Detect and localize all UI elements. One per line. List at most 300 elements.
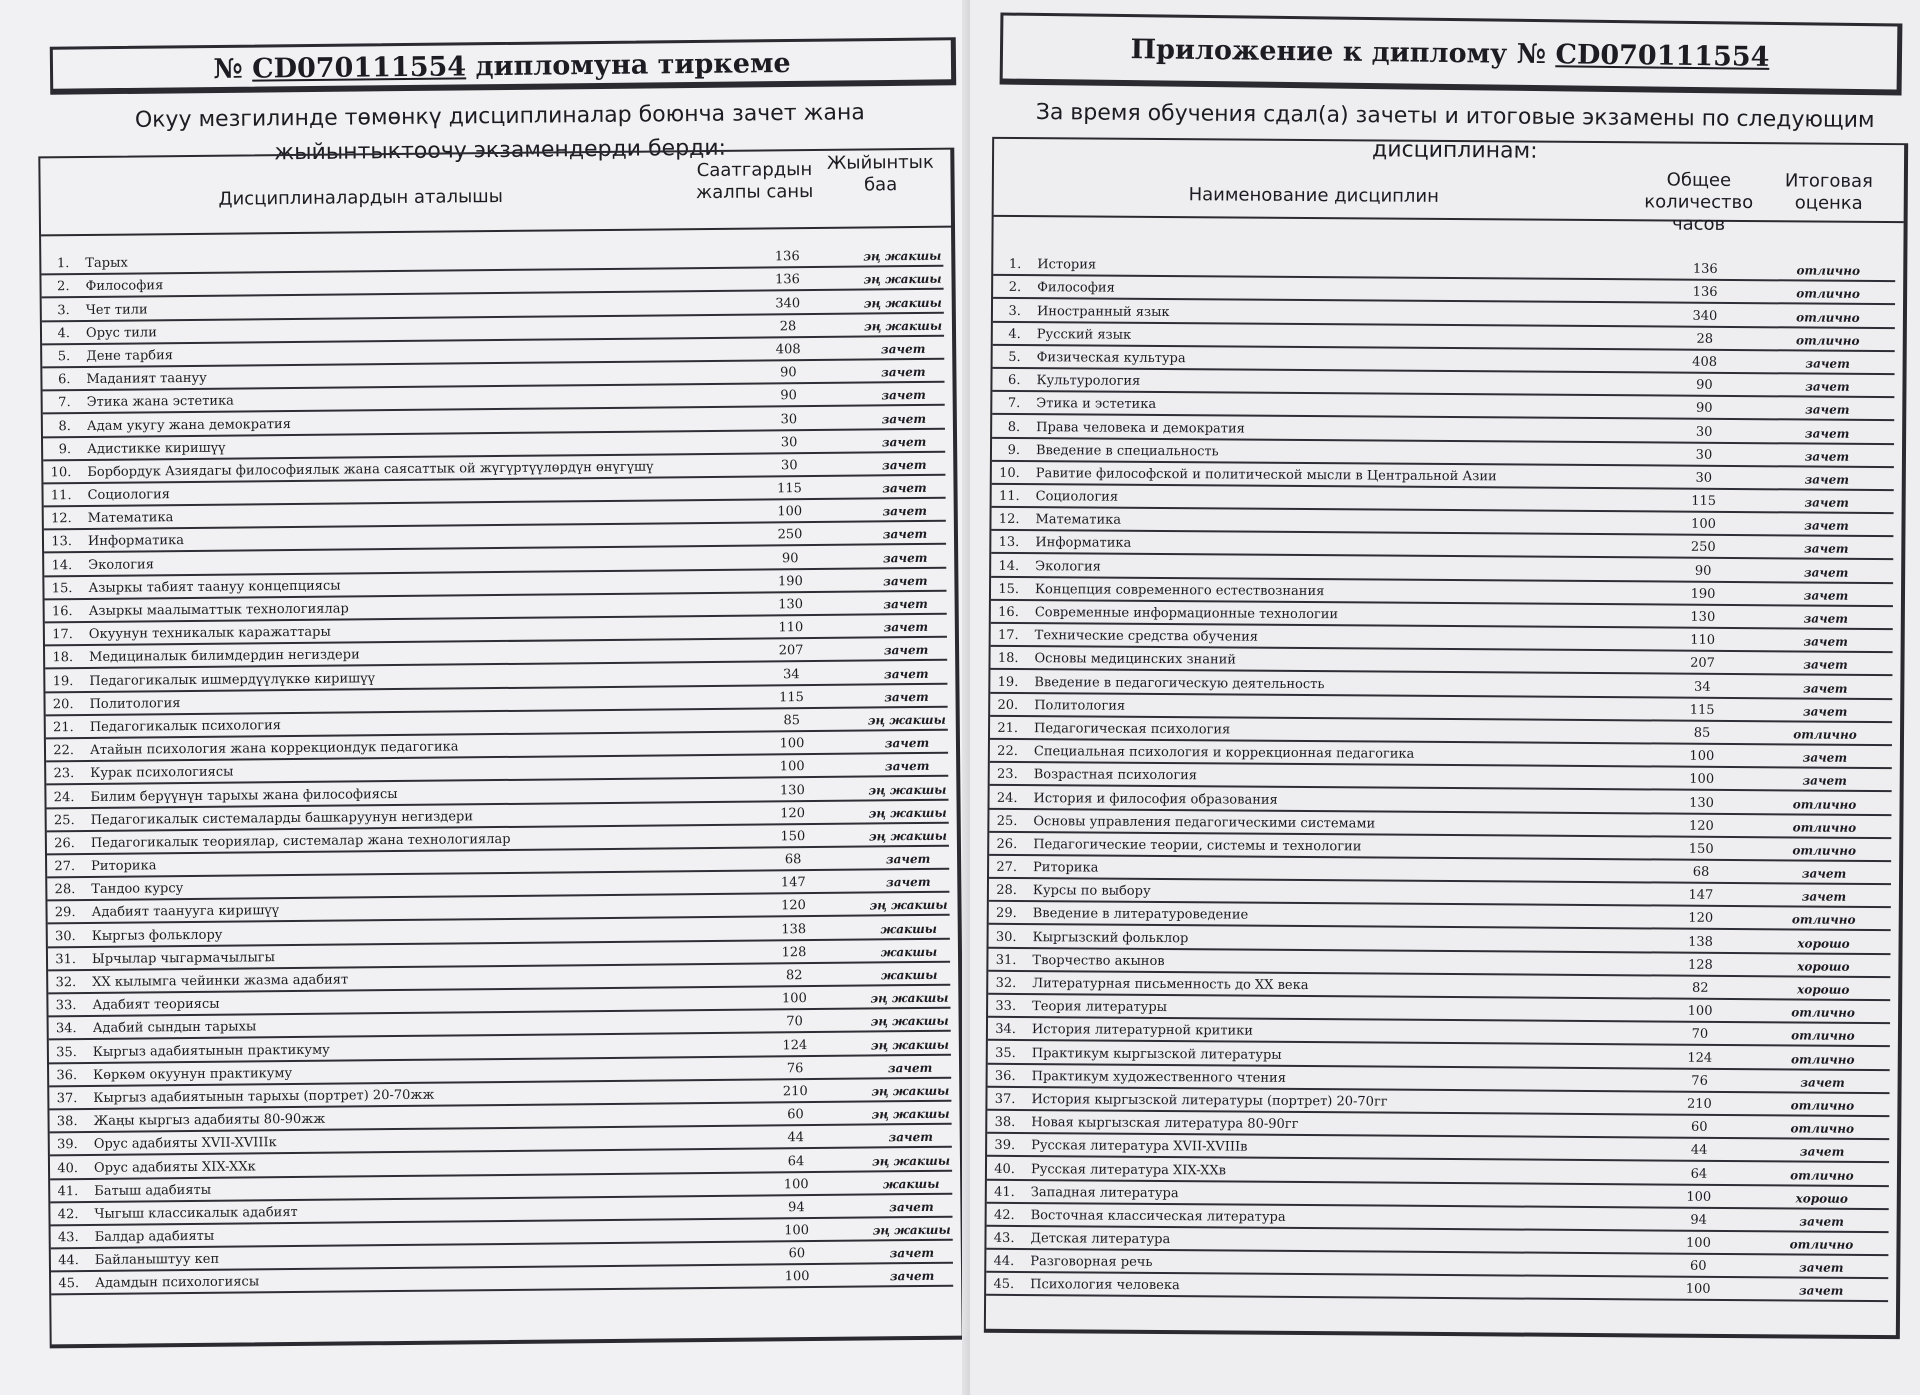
final-grade: отлично [1789, 1237, 1854, 1252]
row-number: 36. [994, 1068, 1016, 1084]
discipline-name: Культурология [1036, 373, 1141, 389]
hours-total: 340 [1692, 308, 1718, 324]
row-number: 14. [998, 558, 1020, 574]
discipline-name: Педагогическая психология [1034, 721, 1231, 738]
row-number: 25. [53, 812, 75, 828]
hours-total: 30 [1695, 470, 1713, 486]
row-number: 11. [50, 488, 72, 504]
discipline-name: Кыргыз фольклору [91, 927, 223, 944]
discipline-name: Иностранный язык [1036, 303, 1170, 320]
row-number: 43. [993, 1230, 1015, 1247]
row-number: 4. [1008, 326, 1021, 342]
final-grade: отлично [1791, 1028, 1855, 1044]
hours-total: 90 [780, 388, 797, 404]
hours-total: 30 [780, 411, 798, 427]
hours-total: 120 [780, 805, 806, 822]
row-number: 16. [998, 604, 1019, 621]
final-grade: зачет [1801, 889, 1847, 905]
right-col-hours-header: Общее количество часов [1644, 169, 1754, 235]
final-grade: эң жакшы [870, 1014, 949, 1029]
hours-total: 70 [786, 1014, 803, 1030]
hours-total: 100 [784, 1269, 810, 1285]
final-grade: зачет [1802, 773, 1847, 789]
hours-total: 94 [1690, 1212, 1707, 1228]
hours-total: 147 [1688, 887, 1714, 904]
hours-total: 100 [781, 991, 807, 1007]
final-grade: зачет [1804, 472, 1850, 487]
row-number: 45. [58, 1276, 80, 1292]
final-grade: отлично [1791, 1005, 1855, 1021]
row-number: 3. [57, 302, 70, 318]
hours-total: 100 [777, 504, 803, 520]
row-number: 13. [51, 534, 73, 550]
row-number: 9. [1007, 442, 1021, 458]
hours-total: 115 [779, 689, 805, 706]
table-row [986, 1273, 1888, 1302]
discipline-name: Риторика [1033, 860, 1099, 876]
row-number: 19. [997, 674, 1019, 690]
discipline-name: Медициналык билимдердин негиздери [89, 647, 360, 666]
hours-total: 250 [1690, 540, 1716, 556]
final-grade: хорошо [1797, 982, 1850, 997]
row-number: 7. [58, 395, 71, 411]
hours-total: 100 [1691, 516, 1716, 533]
left-diploma-number: CD070111554 [251, 51, 467, 85]
discipline-name: Окуунун техникалык каражаттары [88, 624, 331, 643]
discipline-name: Литературная письменность до XX века [1032, 976, 1309, 994]
final-grade: отлично [1792, 820, 1857, 835]
final-grade: жакшы [880, 944, 938, 960]
row-number: 18. [997, 651, 1019, 667]
row-number: 31. [995, 952, 1017, 968]
hours-total: 68 [1692, 864, 1710, 880]
discipline-name: Введение в литературоведение [1032, 906, 1249, 924]
hours-total: 100 [1686, 1235, 1711, 1251]
left-table [38, 148, 965, 1349]
hours-total: 30 [1695, 447, 1713, 463]
final-grade: зачет [889, 1199, 934, 1215]
row-number: 15. [998, 581, 1020, 597]
row-number: 5. [1008, 349, 1021, 365]
final-grade: зачет [1803, 634, 1848, 649]
final-grade: зачет [884, 666, 929, 681]
discipline-name: Педагогикалык теориялар, системалар жана технологиялар [90, 831, 511, 851]
row-number: 16. [51, 604, 73, 620]
discipline-name: Философия [1037, 280, 1115, 297]
row-number: 39. [994, 1138, 1016, 1154]
row-number: 41. [994, 1184, 1015, 1200]
hours-total: 28 [1696, 331, 1714, 347]
final-grade: зачет [883, 573, 928, 589]
final-grade: отлично [1790, 1121, 1855, 1136]
hours-total: 90 [1695, 401, 1713, 417]
row-number: 10. [50, 464, 72, 481]
hours-total: 64 [1690, 1166, 1708, 1182]
row-number: 24. [996, 790, 1018, 806]
row-number: 35. [995, 1045, 1016, 1061]
discipline-name: Чыгыш классикалык адабият [94, 1204, 298, 1222]
discipline-name: Творчество акынов [1032, 952, 1165, 969]
row-number: 33. [995, 999, 1017, 1015]
final-grade: отлично [1791, 912, 1856, 928]
discipline-name: Педагогические теории, системы и технологии [1033, 836, 1362, 855]
hours-total: 124 [1687, 1050, 1713, 1066]
row-number: 44. [993, 1254, 1015, 1270]
row-number: 42. [993, 1207, 1015, 1223]
discipline-name: Орус тили [85, 325, 157, 341]
final-grade: зачет [1802, 750, 1848, 765]
final-grade: зачет [1805, 379, 1850, 394]
row-number: 36. [56, 1067, 78, 1084]
discipline-name: Математика [87, 510, 174, 527]
hours-total: 115 [777, 481, 803, 497]
final-grade: хорошо [1797, 959, 1850, 974]
final-grade: эң жакшы [869, 898, 948, 913]
final-grade: зачет [884, 689, 929, 705]
row-number: 38. [56, 1114, 78, 1130]
hours-total: 190 [1690, 586, 1716, 602]
final-grade: зачет [1804, 518, 1849, 534]
row-number: 20. [52, 696, 74, 713]
row-number: 23. [996, 767, 1018, 783]
row-number: 40. [994, 1161, 1016, 1177]
hours-total: 115 [1689, 702, 1715, 718]
row-number: 42. [57, 1206, 79, 1223]
row-number: 45. [993, 1277, 1015, 1293]
row-number: 13. [998, 535, 1020, 551]
hours-total: 60 [1689, 1258, 1707, 1275]
hours-total: 130 [1689, 795, 1715, 811]
final-grade: зачет [1804, 449, 1850, 464]
discipline-name: Политология [1034, 697, 1126, 714]
row-number: 6. [1008, 373, 1021, 389]
final-grade: эң жакшы [863, 295, 942, 311]
discipline-name: Азыркы маалыматтык технологиялар [88, 601, 349, 619]
row-number: 21. [53, 720, 74, 736]
discipline-name: Риторика [91, 858, 157, 875]
row-number: 26. [996, 836, 1018, 852]
discipline-name: Жаңы кыргыз адабияты 80-90жж [93, 1111, 326, 1130]
row-number: 18. [52, 650, 74, 666]
final-grade: эң жакшы [871, 1106, 950, 1122]
row-number: 12. [51, 511, 72, 527]
right-col-name-header: Наименование дисциплин [1188, 184, 1440, 207]
final-grade: эң жакшы [868, 805, 947, 821]
discipline-name: Введение в педагогическую деятельность [1034, 674, 1325, 692]
hours-total: 147 [780, 875, 806, 891]
hours-total: 100 [1689, 748, 1715, 764]
hours-total: 250 [777, 527, 803, 543]
discipline-name: Адамдын психологиясы [95, 1274, 260, 1292]
final-grade: зачет [1805, 356, 1850, 371]
left-title-suffix: дипломуна тиркеме [475, 47, 791, 83]
final-grade: отлично [1792, 796, 1857, 812]
final-grade: зачет [883, 596, 928, 612]
final-grade: зачет [882, 504, 927, 519]
row-number: 17. [997, 628, 1019, 644]
discipline-name: Теория литературы [1032, 999, 1168, 1016]
final-grade: эң жакшы [872, 1222, 951, 1238]
right-title [1000, 12, 1903, 95]
row-number: 6. [57, 372, 71, 388]
discipline-name: Кыргызский фольклор [1032, 929, 1189, 946]
row-number: 2. [1008, 280, 1022, 296]
final-grade: зачет [1803, 588, 1849, 603]
row-number: 34. [995, 1022, 1017, 1038]
right-intro: За время обучения сдал(а) зачеты и итоговые экзамены по следующим дисциплинам: [1035, 99, 1875, 164]
discipline-name: Маданият таануу [86, 370, 207, 388]
final-grade: зачет [1803, 657, 1848, 673]
hours-total: 136 [775, 272, 800, 288]
hours-total: 30 [780, 434, 798, 450]
discipline-name: Адабият теориясы [92, 996, 220, 1014]
discipline-name: Введение в специальность [1035, 442, 1219, 460]
row-number: 19. [52, 673, 74, 689]
hours-total: 100 [1689, 772, 1715, 788]
discipline-name: Азыркы табият таануу концепциясы [88, 578, 341, 596]
final-grade: зачет [882, 457, 927, 473]
hours-total: 100 [779, 736, 805, 752]
discipline-name: Адам укугу жана демократия [86, 416, 291, 434]
row-number: 39. [57, 1137, 78, 1153]
row-number: 28. [54, 882, 76, 898]
row-number: 22. [53, 743, 75, 759]
right-table-body [986, 217, 1904, 1303]
discipline-name: Ырчылар чыгармачылыгы [91, 950, 275, 967]
row-number: 2. [57, 279, 70, 295]
final-grade: зачет [889, 1269, 935, 1284]
hours-total: 130 [778, 597, 804, 613]
final-grade: хорошо [1795, 1191, 1848, 1206]
discipline-name: Специальная психология и коррекционная педагогика [1033, 744, 1415, 762]
discipline-name: Русский язык [1036, 326, 1132, 343]
row-number: 24. [53, 789, 75, 805]
hours-total: 90 [1694, 563, 1712, 579]
row-number: 3. [1008, 303, 1022, 319]
discipline-name: Математика [1035, 512, 1122, 528]
final-grade: зачет [1804, 541, 1849, 557]
hours-total: 124 [782, 1037, 808, 1053]
hours-total: 100 [1686, 1189, 1712, 1205]
hours-total: 130 [1690, 609, 1716, 625]
row-number: 9. [58, 441, 72, 457]
row-number: 37. [56, 1091, 78, 1107]
row-number: 22. [997, 743, 1018, 760]
row-number: 27. [54, 859, 76, 875]
discipline-name: Батыш адабияты [94, 1182, 212, 1199]
discipline-name: Атайын психология жана коррекциондук педагогика [89, 739, 459, 759]
row-number: 37. [994, 1091, 1016, 1107]
final-grade: эң жакшы [868, 782, 947, 797]
hours-total: 136 [1692, 261, 1718, 278]
final-grade: зачет [881, 388, 926, 403]
hours-total: 68 [784, 852, 802, 868]
left-intro: Окуу мезгилинде төмөнкү дисциплиналар боюнча зачет жана жыйынтыктоочу экзамендерди берди: [134, 100, 865, 166]
left-table-body [41, 228, 961, 1296]
final-grade: зачет [1800, 1075, 1845, 1090]
hours-total: 100 [783, 1176, 809, 1193]
final-grade: отлично [1790, 1098, 1855, 1113]
hours-total: 44 [787, 1130, 805, 1146]
hours-total: 110 [1690, 632, 1716, 649]
row-number: 17. [52, 627, 73, 643]
discipline-name: Билим берүүнүн тарыхы жана философиясы [90, 786, 398, 805]
final-grade: зачет [1803, 565, 1849, 580]
discipline-name: История и философия образования [1033, 790, 1278, 808]
discipline-name: Технические средства обучения [1034, 628, 1259, 645]
row-number: 30. [55, 928, 76, 944]
row-number: 29. [996, 906, 1017, 922]
hours-total: 207 [1690, 656, 1715, 672]
final-grade: зачет [881, 434, 927, 450]
row-number: 23. [53, 766, 75, 782]
hours-total: 128 [781, 944, 807, 961]
hours-total: 82 [785, 968, 803, 984]
discipline-name: Адабият таанууга киришүү [91, 903, 280, 921]
final-grade: зачет [886, 875, 931, 890]
discipline-name: Социология [87, 487, 171, 504]
left-table-header [40, 150, 951, 237]
discipline-name: Основы управления педагогическими системами [1033, 813, 1376, 832]
row-number: 29. [54, 905, 76, 921]
final-grade: эң жакшы [868, 828, 947, 844]
final-grade: зачет [880, 341, 926, 357]
left-col-hours-header: Саатгардын жалпы саны [695, 158, 814, 204]
left-title-prefix: № [213, 53, 243, 86]
final-grade: отлично [1796, 309, 1860, 325]
discipline-name: Кыргыз адабиятынын практикуму [92, 1042, 330, 1060]
discipline-name: Дене тарбия [86, 348, 174, 364]
discipline-name: Кыргыз адабиятынын тарыхы (портрет) 20-70жж [93, 1087, 435, 1106]
discipline-name: Практикум кыргызской литературы [1031, 1045, 1282, 1063]
hours-total: 76 [1691, 1073, 1708, 1089]
discipline-name: Права человека и демократия [1036, 419, 1245, 437]
row-number: 38. [994, 1114, 1016, 1131]
final-grade: зачет [885, 851, 931, 867]
hours-total: 130 [779, 782, 805, 798]
discipline-name: Экология [1035, 558, 1101, 575]
final-grade: зачет [1801, 866, 1847, 881]
final-grade: отлично [1796, 263, 1861, 279]
row-number: 27. [996, 859, 1018, 876]
final-grade: зачет [1799, 1144, 1845, 1160]
hours-total: 120 [1688, 911, 1714, 927]
row-number: 14. [51, 557, 73, 573]
discipline-name: Новая кыргызская литература 80-90гг [1031, 1115, 1299, 1133]
row-number: 33. [55, 998, 77, 1014]
hours-total: 90 [780, 365, 797, 381]
discipline-name: Этика жана эстетика [86, 393, 234, 411]
hours-total: 210 [1686, 1096, 1712, 1112]
row-number: 28. [996, 883, 1017, 899]
final-grade: зачет [887, 1060, 933, 1076]
discipline-name: Социология [1035, 489, 1119, 505]
right-diploma-number: CD070111554 [1555, 39, 1770, 73]
hours-total: 28 [779, 318, 797, 335]
row-number: 25. [996, 813, 1018, 829]
right-table-header [994, 139, 1905, 235]
final-grade: жакшы [882, 1176, 940, 1192]
hours-total: 110 [778, 620, 804, 636]
final-grade: зачет [882, 480, 927, 496]
final-grade: эң жакшы [863, 318, 943, 334]
final-grade: зачет [881, 365, 926, 380]
discipline-name: Психология человека [1030, 1277, 1180, 1294]
discipline-name: Адабий сындын тарыхы [92, 1019, 257, 1037]
row-number: 41. [57, 1183, 79, 1199]
hours-total: 90 [1696, 377, 1713, 393]
final-grade: зачет [883, 620, 929, 635]
final-grade: отлично [1790, 1167, 1854, 1183]
discipline-name: Курак психологиясы [90, 764, 234, 782]
row-number: 31. [55, 951, 77, 968]
final-grade: зачет [1803, 611, 1849, 626]
discipline-name: Русская литература XIX-XXв [1030, 1161, 1227, 1178]
row-number: 10. [999, 465, 1020, 481]
discipline-name: Детская литература [1030, 1231, 1171, 1248]
row-number: 5. [57, 349, 71, 365]
left-col-name-header: Дисциплиналардын аталышы [218, 185, 504, 210]
hours-total: 340 [775, 295, 801, 311]
row-number: 34. [55, 1021, 77, 1037]
hours-total: 30 [780, 458, 798, 474]
row-number: 1. [1008, 257, 1022, 273]
hours-total: 136 [1692, 285, 1718, 301]
hours-total: 82 [1691, 980, 1709, 996]
final-grade: зачет [883, 643, 929, 658]
final-grade: зачет [884, 736, 930, 751]
hours-total: 210 [782, 1084, 808, 1100]
discipline-name: Философия [85, 278, 164, 295]
hours-total: 408 [1692, 354, 1718, 370]
hours-total: 76 [786, 1060, 804, 1077]
hours-total: 60 [1690, 1119, 1708, 1135]
discipline-name: Информатика [1035, 535, 1132, 552]
hours-total: 136 [774, 249, 800, 265]
hours-total: 34 [1694, 679, 1711, 695]
discipline-name: Западная литература [1030, 1184, 1179, 1201]
final-grade: эң жакшы [870, 990, 949, 1006]
hours-total: 44 [1690, 1143, 1708, 1159]
right-title-prefix: Приложение к диплому № [1130, 34, 1547, 71]
right-table [984, 137, 1908, 1339]
final-grade: зачет [1803, 681, 1848, 696]
discipline-name: Русская литература XVII-XVIIIв [1031, 1138, 1248, 1155]
hours-total: 207 [778, 643, 804, 659]
discipline-name: XX кылымга чейинки жазма адабият [92, 972, 349, 990]
left-col-grade-header: Жыйынтык баа [826, 151, 934, 196]
hours-total: 94 [788, 1199, 805, 1216]
final-grade: зачет [888, 1130, 933, 1145]
discipline-name: Чет тили [85, 301, 148, 318]
hours-total: 408 [775, 342, 801, 358]
hours-total: 138 [781, 921, 807, 937]
hours-total: 85 [1693, 725, 1711, 741]
discipline-name: Орус адабияты XIX-XXк [93, 1158, 256, 1176]
final-grade: эң жакшы [867, 712, 946, 728]
final-grade: зачет [882, 550, 928, 565]
discipline-name: Возрастная психология [1033, 767, 1198, 784]
discipline-name: Байланыштуу кеп [94, 1251, 220, 1269]
discipline-name: Орус адабияты XVII-XVIIIк [93, 1135, 277, 1153]
final-grade: отлично [1793, 727, 1857, 742]
final-grade: зачет [881, 411, 927, 426]
discipline-name: Педагогикалык ишмердүүлүккө киришүү [89, 670, 375, 689]
hours-total: 100 [779, 759, 805, 775]
final-grade: эң жакшы [871, 1083, 950, 1099]
hours-total: 100 [1685, 1282, 1711, 1298]
hours-total: 70 [1691, 1027, 1709, 1043]
